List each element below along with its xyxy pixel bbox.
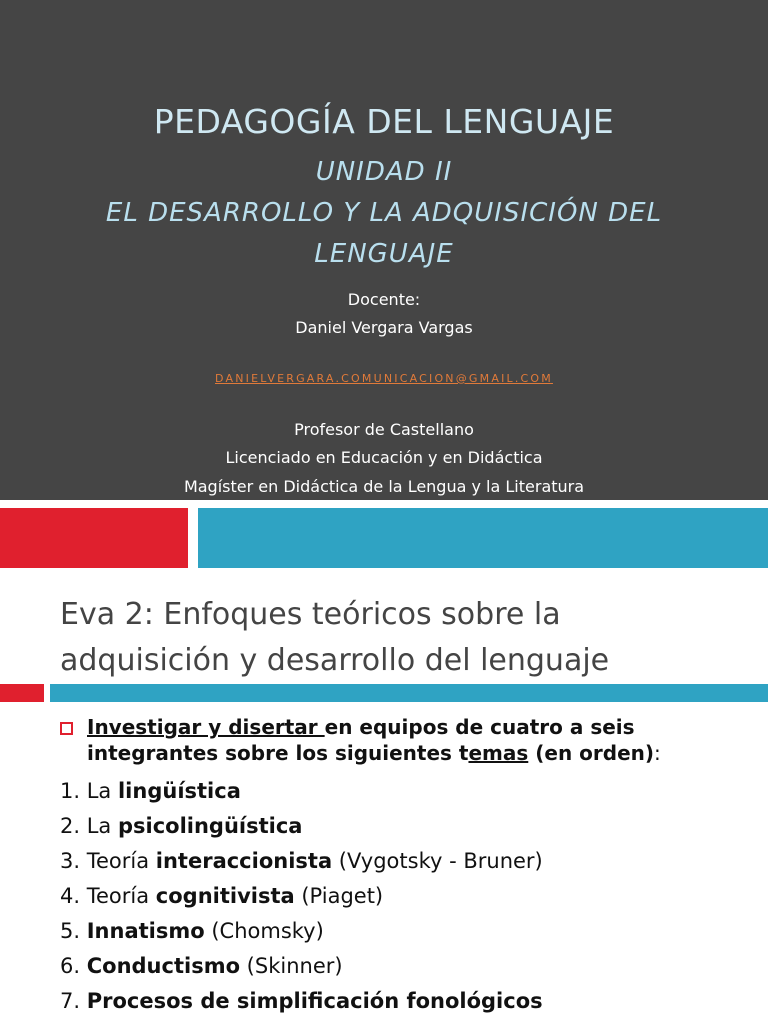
- instruction-text-part: :: [654, 741, 661, 765]
- instruction-text: [87, 714, 760, 766]
- instruction-bullet: [60, 714, 760, 766]
- docente-name: Daniel Vergara Vargas: [295, 318, 473, 337]
- slide-1: [0, 0, 768, 500]
- topic-list: [60, 774, 760, 1019]
- slide-2-title-line-2: adquisición y desarrollo del lenguaje: [60, 643, 610, 678]
- instruction-text-part: (en orden): [528, 741, 655, 765]
- instruction-underlined: emas: [468, 741, 529, 765]
- slide-title: PEDAGOGÍA DEL LENGUAJE: [153, 102, 615, 141]
- list-item: 4. Teoría cognitivista (Piaget): [60, 884, 384, 908]
- subtitle-topic-line-2: LENGUAJE: [314, 239, 454, 269]
- subtitle-topic-line-1: EL DESARROLLO Y LA ADQUISICIÓN DEL: [105, 198, 663, 228]
- list-item: 6. Conductismo (Skinner): [60, 954, 343, 978]
- list-item: 3. Teoría interaccionista (Vygotsky - Bruner): [60, 849, 543, 873]
- list-item: 5. Innatismo (Chomsky): [60, 919, 324, 943]
- subtitle-unit: UNIDAD II: [315, 157, 453, 187]
- credential-line: Magíster en Didáctica de la Lengua y la Literatura: [183, 477, 585, 496]
- decor-bar-blue: [50, 684, 768, 702]
- square-bullet-icon: [60, 722, 73, 735]
- decor-band-blue: [198, 508, 768, 568]
- decor-band-red: [0, 508, 188, 568]
- docente-label: Docente:: [347, 290, 421, 309]
- list-item: 7. Procesos de simplificación fonológicos: [60, 989, 543, 1013]
- credential-line: Profesor de Castellano: [294, 420, 474, 439]
- email-link[interactable]: DANIELVERGARA.COMUNICACION@GMAIL.COM: [215, 372, 553, 385]
- instruction-underlined: Investigar y disertar: [87, 715, 325, 739]
- slide-2-title-line-1: Eva 2: Enfoques teóricos sobre la: [60, 597, 561, 632]
- decor-bar-red: [0, 684, 44, 702]
- credential-line: Licenciado en Educación y en Didáctica: [225, 448, 543, 467]
- list-item: 1. La lingüística: [60, 779, 241, 803]
- instruction-text-part: integrantes sobre los siguientes t: [87, 741, 469, 765]
- instruction-text-part: en equipos de cuatro a seis: [324, 715, 635, 739]
- list-item: 2. La psicolingüística: [60, 814, 303, 838]
- slide-2-title: [60, 592, 740, 684]
